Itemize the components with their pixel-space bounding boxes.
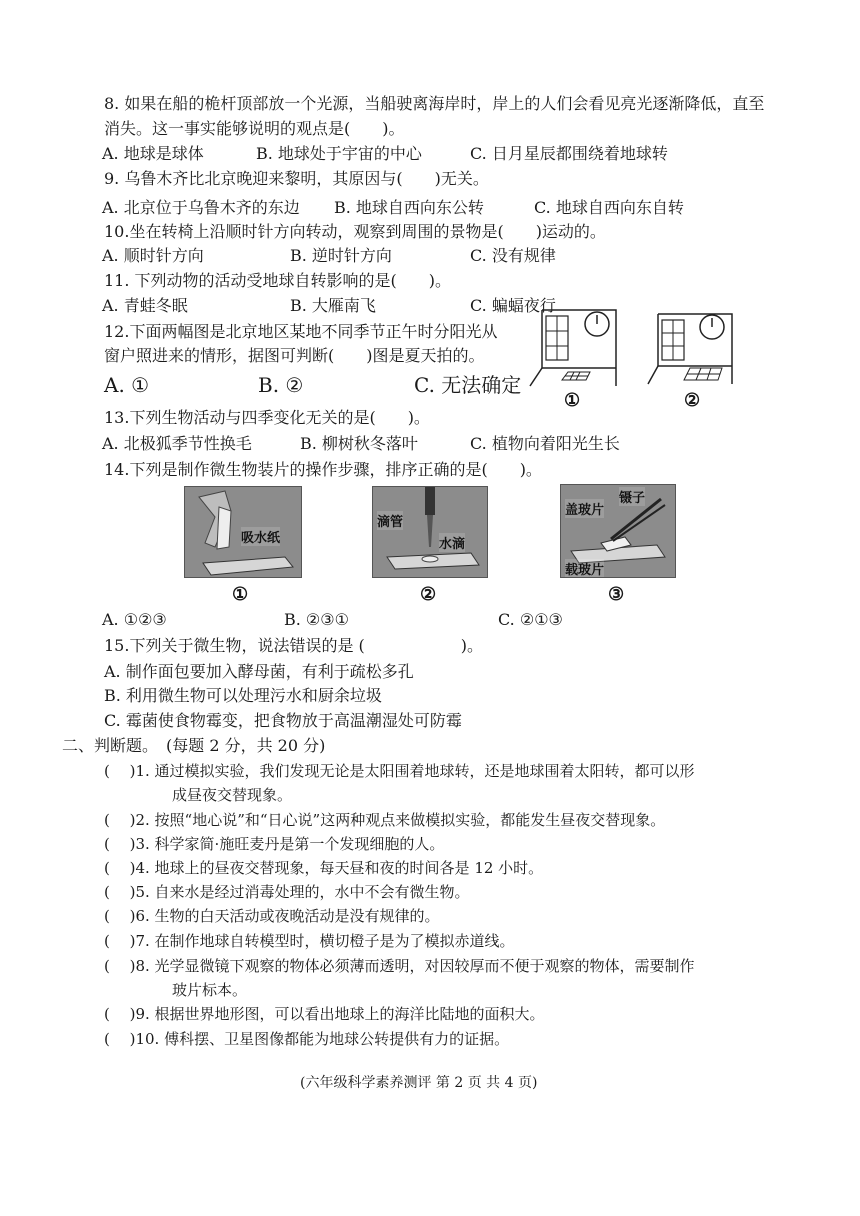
q8-option-b: B. 地球处于宇宙的中心 (256, 144, 422, 163)
label-glass-slide: 载玻片 (565, 559, 604, 578)
q14-option-b: B. ②③① (284, 610, 349, 629)
q12-figure-2-label: ② (684, 390, 701, 411)
q11-option-b: B. 大雁南飞 (290, 296, 376, 315)
q14-photo-1-label: ① (232, 584, 249, 605)
q12-figure-2 (646, 306, 746, 388)
q14-option-a: A. ①②③ (102, 610, 167, 629)
q12-option-b: B. ② (258, 373, 304, 397)
q14-photo-1 (184, 486, 302, 578)
section2-title: 二、判断题。 (每题 2 分，共 20 分) (62, 736, 326, 755)
judge-item-5: ( )5. 自来水是经过消毒处理的，水中不会有微生物。 (104, 883, 470, 901)
label-dropper: 滴管 (377, 511, 403, 530)
q11-option-a: A. 青蛙冬眠 (102, 296, 188, 315)
judge-item-1: ( )1. 通过模拟实验，我们发现无论是太阳围着地球转，还是地球围着太阳转，都可以形 (104, 762, 695, 780)
q12-option-a: A. ① (104, 373, 150, 397)
judge-item-6: ( )6. 生物的白天活动或夜晚活动是没有规律的。 (104, 907, 440, 925)
q13-option-c: C. 植物向着阳光生长 (470, 434, 620, 453)
q15-stem: 15.下列关于微生物，说法错误的是 ( )。 (104, 636, 484, 655)
q14-option-c: C. ②①③ (498, 610, 563, 629)
judge-item-3: ( )3. 科学家简·施旺麦丹是第一个发现细胞的人。 (104, 835, 445, 853)
judge-item-8-cont: 玻片标本。 (172, 981, 248, 999)
label-cover-slip: 盖玻片 (565, 499, 604, 518)
q14-photo-3-label: ③ (608, 584, 625, 605)
q13-stem: 13.下列生物活动与四季变化无关的是( )。 (104, 408, 430, 427)
q15-option-b: B. 利用微生物可以处理污水和厨余垃圾 (104, 686, 382, 705)
q9-option-a: A. 北京位于乌鲁木齐的东边 (102, 198, 300, 217)
q12-figure-1-label: ① (564, 390, 581, 411)
q8-stem-line2: 消失。这一事实能够说明的观点是( )。 (104, 119, 405, 138)
q12-stem-line2: 窗户照进来的情形，据图可判断( )图是夏天拍的。 (104, 346, 485, 365)
q8-option-c: C. 日月星辰都围绕着地球转 (470, 144, 668, 163)
label-water-drop: 水滴 (439, 533, 465, 552)
judge-item-10: ( )10. 傅科摆、卫星图像都能为地球公转提供有力的证据。 (104, 1030, 510, 1048)
judge-item-2: ( )2. 按照“地心说”和“日心说”这两种观点来做模拟实验，都能发生昼夜交替现象。 (104, 811, 666, 829)
q14-photo-3 (560, 484, 676, 578)
q11-stem: 11. 下列动物的活动受地球自转影响的是( )。 (104, 271, 452, 290)
q9-option-c: C. 地球自西向东自转 (534, 198, 684, 217)
q12-option-c: C. 无法确定 (414, 373, 522, 397)
judge-item-1-cont: 成昼夜交替现象。 (172, 786, 293, 804)
q12-stem-line1: 12.下面两幅图是北京地区某地不同季节正午时分阳光从 (104, 322, 498, 341)
page-footer: (六年级科学素养测评 第 2 页 共 4 页) (300, 1075, 538, 1091)
q13-option-a: A. 北极狐季节性换毛 (102, 434, 252, 453)
dropper-icon (373, 487, 487, 577)
q11-option-c: C. 蝙蝠夜行 (470, 296, 556, 315)
q12-figure-1 (526, 306, 626, 388)
label-absorbent-paper: 吸水纸 (241, 527, 280, 546)
judge-item-7: ( )7. 在制作地球自转模型时，横切橙子是为了模拟赤道线。 (104, 932, 515, 950)
q10-option-a: A. 顺时针方向 (102, 246, 204, 265)
label-tweezers: 镊子 (619, 487, 645, 506)
q10-stem: 10.坐在转椅上沿顺时针方向转动，观察到周围的景物是( )运动的。 (104, 222, 606, 241)
q9-stem: 9. 乌鲁木齐比北京晚迎来黎明，其原因与( )无关。 (104, 169, 489, 188)
q14-photo-2 (372, 486, 488, 578)
q9-option-b: B. 地球自西向东公转 (334, 198, 484, 217)
q10-option-c: C. 没有规律 (470, 246, 556, 265)
q13-option-b: B. 柳树秋冬落叶 (300, 434, 418, 453)
q8-stem-line1: 8. 如果在船的桅杆顶部放一个光源，当船驶离海岸时，岸上的人们会看见亮光逐渐降低，直至 (104, 94, 765, 113)
judge-item-9: ( )9. 根据世界地形图，可以看出地球上的海洋比陆地的面积大。 (104, 1005, 545, 1023)
q15-option-a: A. 制作面包要加入酵母菌，有利于疏松多孔 (104, 662, 414, 681)
q14-stem: 14.下列是制作微生物装片的操作步骤，排序正确的是( )。 (104, 460, 542, 479)
q8-option-a: A. 地球是球体 (102, 144, 204, 163)
judge-item-4: ( )4. 地球上的昼夜交替现象，每天昼和夜的时间各是 12 小时。 (104, 859, 544, 877)
q14-photo-2-label: ② (420, 584, 437, 605)
judge-item-8: ( )8. 光学显微镜下观察的物体必须薄而透明，对因较厚而不便于观察的物体，需要制作 (104, 957, 695, 975)
q15-option-c: C. 霉菌使食物霉变，把食物放于高温潮湿处可防霉 (104, 711, 462, 730)
q10-option-b: B. 逆时针方向 (290, 246, 392, 265)
